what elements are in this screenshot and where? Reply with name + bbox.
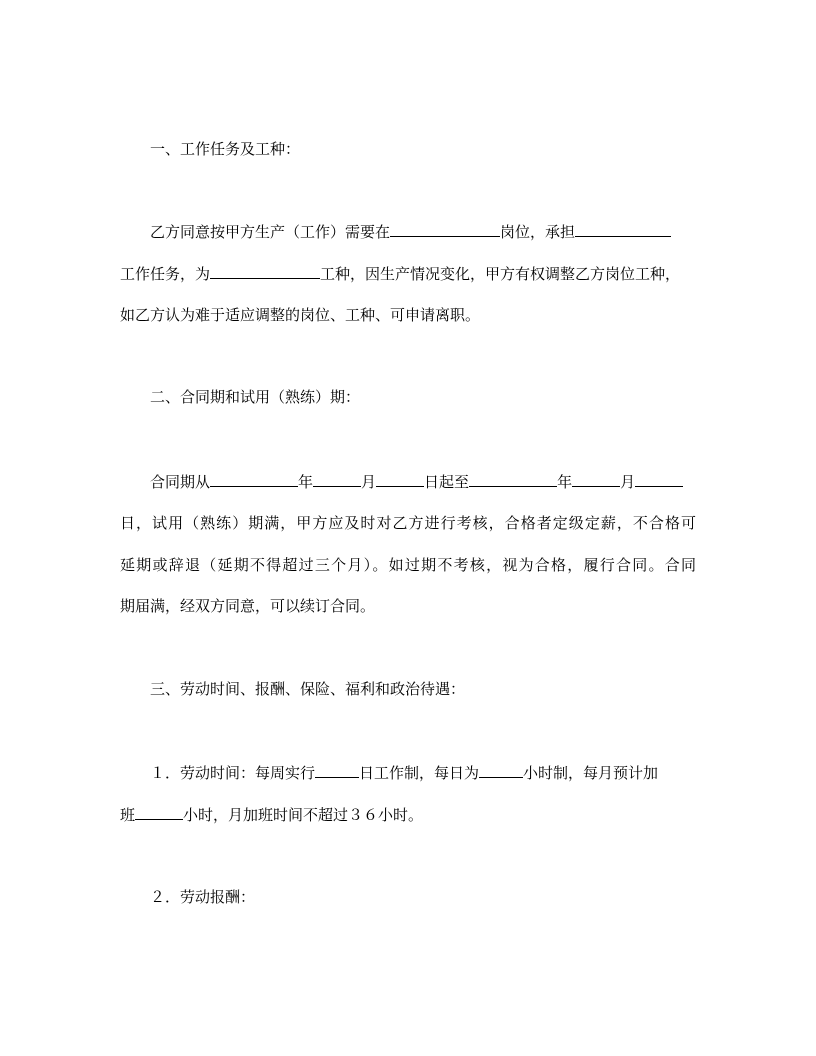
blank-field-daily-hours[interactable] bbox=[479, 762, 523, 778]
blank-field-end-month[interactable] bbox=[572, 471, 620, 487]
item-number: ２． bbox=[150, 888, 181, 906]
item-1-line-2 bbox=[120, 804, 423, 824]
text-segment: 小时制，每月预计加 bbox=[523, 764, 659, 782]
text-segment: 劳动报酬： bbox=[180, 888, 256, 906]
blank-field-start-year[interactable] bbox=[210, 471, 298, 487]
blank-field-end-day[interactable] bbox=[635, 471, 683, 487]
blank-field-end-year[interactable] bbox=[469, 471, 557, 487]
paragraph-2-line-2: 日，试用（熟练）期满，甲方应及时对乙方进行考核，合格者定级定薪，不合格可 bbox=[120, 514, 696, 532]
text-segment: 年 bbox=[298, 473, 314, 491]
paragraph-2-line-3: 延期或辞退（延期不得超过三个月）。如过期不考核，视为合格，履行合同。合同 bbox=[120, 556, 696, 574]
text-segment: 年 bbox=[557, 473, 573, 491]
blank-field-post[interactable] bbox=[390, 221, 500, 237]
text-segment: 工种，因生产情况变化，甲方有权调整乙方岗位工种， bbox=[320, 265, 681, 283]
text-segment: 月 bbox=[361, 473, 377, 491]
blank-field-workdays[interactable] bbox=[315, 762, 359, 778]
blank-field-start-day[interactable] bbox=[376, 471, 424, 487]
paragraph-1-line-1 bbox=[150, 221, 671, 241]
section-heading-3: 三、劳动时间、报酬、保险、福利和政治待遇： bbox=[150, 680, 466, 698]
item-number: １． bbox=[150, 764, 181, 782]
item-2-heading bbox=[150, 887, 255, 907]
text-segment: 合同期从 bbox=[150, 473, 211, 491]
text-segment: 日起至 bbox=[424, 473, 470, 491]
text-segment: 小时，月加班时间不超过３６小时。 bbox=[183, 806, 424, 824]
item-1-line-1 bbox=[150, 762, 658, 782]
paragraph-1-line-2 bbox=[120, 263, 680, 283]
section-heading-2: 二、合同期和试用（熟练）期： bbox=[150, 388, 361, 406]
paragraph-1-line-3: 如乙方认为难于适应调整的岗位、工种、可申请离职。 bbox=[120, 306, 481, 324]
paragraph-2-line-1 bbox=[150, 471, 683, 491]
text-segment: 乙方同意按甲方生产（工作）需要在 bbox=[150, 223, 391, 241]
text-segment: 岗位，承担 bbox=[500, 223, 576, 241]
text-segment: 月 bbox=[620, 473, 636, 491]
blank-field-job-type[interactable] bbox=[210, 263, 320, 279]
text-segment: 班 bbox=[120, 806, 136, 824]
section-heading-1: 一、工作任务及工种： bbox=[150, 140, 301, 158]
blank-field-start-month[interactable] bbox=[313, 471, 361, 487]
blank-field-overtime-hours[interactable] bbox=[135, 804, 183, 820]
paragraph-2-line-4: 期届满，经双方同意，可以续订合同。 bbox=[120, 597, 376, 615]
blank-field-task[interactable] bbox=[575, 221, 671, 237]
text-segment: 劳动时间：每周实行 bbox=[180, 764, 316, 782]
text-segment: 日工作制，每日为 bbox=[359, 764, 480, 782]
text-segment: 工作任务，为 bbox=[120, 265, 211, 283]
